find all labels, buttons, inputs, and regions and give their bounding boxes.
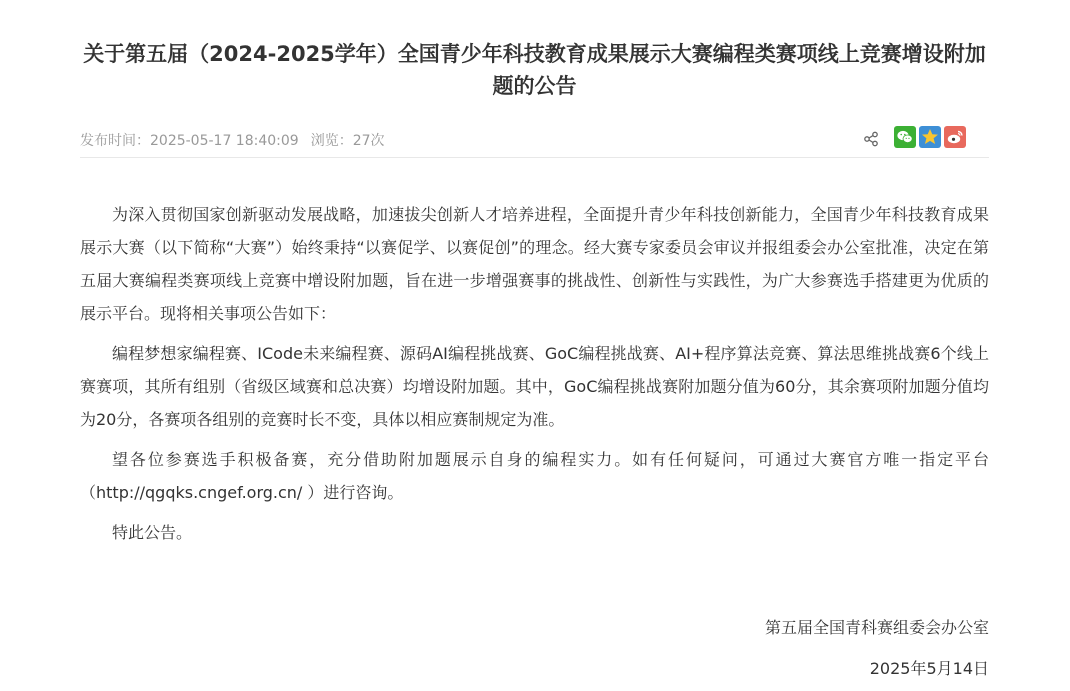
publish-time-label: 发布时间： bbox=[80, 133, 150, 149]
meta-info bbox=[80, 131, 385, 151]
article bbox=[80, 0, 989, 681]
article-body bbox=[80, 198, 989, 549]
article-meta bbox=[80, 125, 989, 158]
wechat-icon[interactable] bbox=[894, 126, 916, 148]
article-title: 关于第五届（2024-2025学年）全国青少年科技教育成果展示大赛编程类赛项线上竞赛增设附加题的公告 bbox=[83, 42, 986, 98]
signature bbox=[80, 616, 989, 681]
paragraph-intro: 为深入贯彻国家创新驱动发展战略，加速拔尖创新人才培养进程，全面提升青少年科技创新能力，全国青少年科技教育成果展示大赛（以下简称“大赛”）始终秉持“以赛促学、以赛促创”的理念。经大赛专家委员会审议并报组委会办公室批准，决定在第五届大赛编程类赛项线上竞赛中增设附加题，旨在进一步增强赛事的挑战性、创新性与实践性，为广大参赛选手搭建更为优质的展示平台。现将相关事项公告如下： bbox=[80, 205, 989, 323]
views-count: 27次 bbox=[352, 133, 385, 149]
paragraph-events: 编程梦想家编程赛、ICode未来编程赛、源码AI编程挑战赛、GoC编程挑战赛、AI+程序算法竞赛、算法思维挑战赛6个线上赛赛项，其所有组别（省级区域赛和总决赛）均增设附加题。其中，GoC编程挑战赛附加题分值为60分，其余赛项附加题分值均为20分，各赛项各组别的竞赛时长不变，具体以相应赛制规定为准。 bbox=[80, 344, 989, 429]
paragraph-contact: 望各位参赛选手积极备赛，充分借助附加题展示自身的编程实力。如有任何疑问，可通过大赛官方唯一指定平台（http://qgqks.cngef.org.cn/ ）进行咨询。 bbox=[80, 450, 989, 502]
weibo-icon[interactable] bbox=[944, 126, 966, 148]
publish-time: 2025-05-17 18:40:09 bbox=[150, 133, 299, 149]
share-bar bbox=[863, 125, 966, 149]
paragraph-closing: 特此公告。 bbox=[112, 523, 193, 542]
views-label: 浏览： bbox=[310, 133, 353, 149]
qzone-icon[interactable] bbox=[919, 126, 941, 148]
share-icon[interactable] bbox=[863, 131, 879, 147]
signature-date: 2025年5月14日 bbox=[869, 659, 989, 678]
signature-org: 第五届全国青科赛组委会办公室 bbox=[764, 618, 989, 637]
